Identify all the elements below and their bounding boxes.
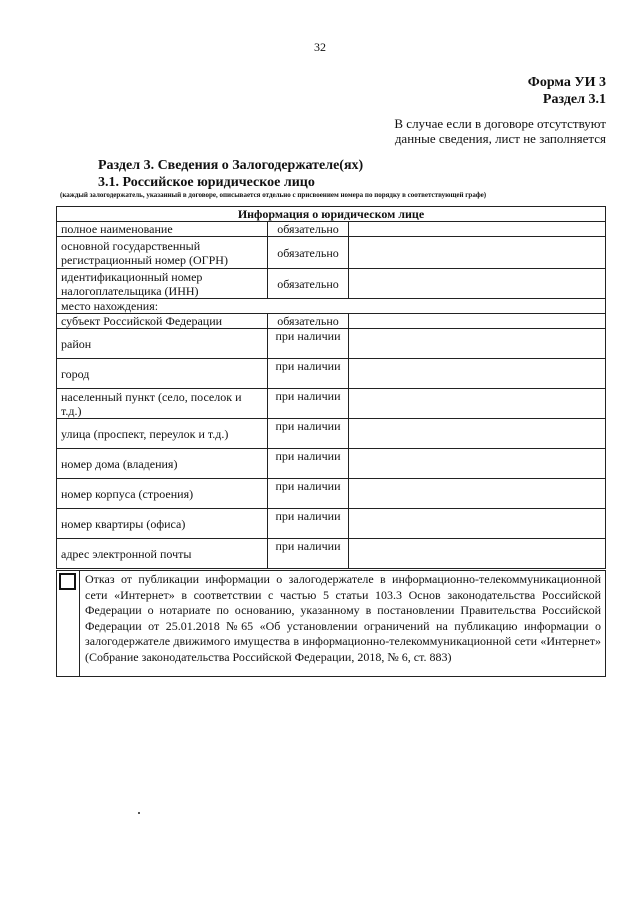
fill-note-line-2: данные сведения, лист не заполняется [394,131,606,146]
row-value-cell[interactable] [349,314,606,329]
table-row [57,509,606,539]
row-value-cell[interactable] [349,237,606,269]
row-requirement: обязательно [268,222,349,237]
checkbox-cell [57,571,80,676]
fill-note-line-1: В случае если в договоре отсутствуют [394,116,606,131]
row-value-cell[interactable] [349,359,606,389]
row-requirement: при наличии [268,479,349,509]
row-value-cell[interactable] [349,539,606,569]
subsection-title: 3.1. Российское юридическое лицо [98,175,315,190]
table-header: Информация о юридическом лице [57,207,606,222]
row-label: номер квартиры (офиса) [57,509,268,539]
table-row [57,419,606,449]
publication-refusal [56,570,606,677]
form-section: Раздел 3.1 [542,92,606,107]
row-label: субъект Российской Федерации [57,314,268,329]
refusal-text: Отказ от публикации информации о залогодержателе в информационно-телекоммуникационной сети «Интернет» в соответствии с частью 5 статьи 103.3 Основ законодательства Российской Федерации о нотариате по основанию, указанному в постановлении Правительства Российской Федерации от 25.01.2018 №65 «Об установлении ограничений на публикацию информации о залогодержателе движимого имущества в информационно-телекоммуникационной сети «Интернет» (Собрание законодательства Российской Федерации, 2018, № 6, ст. 883) [85,572,601,664]
row-requirement: обязательно [268,237,349,269]
row-label: адрес электронной почты [57,539,268,569]
row-requirement: при наличии [268,329,349,359]
scan-speck [138,812,140,814]
row-value-cell[interactable] [349,269,606,299]
row-requirement: при наличии [268,359,349,389]
numbering-note: (каждый залогодержатель, указанный в договоре, описывается отдельно с присвоением номера по порядку в соответствующей графе) [60,191,487,199]
row-label: район [57,329,268,359]
row-label: улица (проспект, переулок и т.д.) [57,419,268,449]
row-requirement: при наличии [268,509,349,539]
row-value-cell[interactable] [349,222,606,237]
table-row [57,269,606,299]
row-label: город [57,359,268,389]
row-value-cell[interactable] [349,329,606,359]
table-row [57,299,606,314]
location-label: место нахождения: [57,299,606,314]
row-requirement: обязательно [268,314,349,329]
row-value-cell[interactable] [349,509,606,539]
row-label: номер дома (владения) [57,449,268,479]
table-row [57,539,606,569]
row-label: идентификационный номер налогоплательщика (ИНН) [57,269,268,299]
section-title: Раздел 3. Сведения о Залогодержателе(ях) [98,158,364,173]
row-requirement: при наличии [268,419,349,449]
form-name: Форма УИ 3 [527,75,606,90]
table-row [57,314,606,329]
row-value-cell[interactable] [349,449,606,479]
table-row [57,237,606,269]
table-row [57,479,606,509]
row-label: населенный пункт (село, поселок и т.д.) [57,389,268,419]
row-label: полное наименование [57,222,268,237]
fill-note [394,116,606,146]
table-row [57,222,606,237]
table-row [57,359,606,389]
row-requirement: при наличии [268,539,349,569]
row-requirement: обязательно [268,269,349,299]
table-row [57,389,606,419]
row-value-cell[interactable] [349,419,606,449]
refusal-checkbox[interactable] [59,573,76,590]
legal-entity-table [56,206,606,569]
page-number: 32 [314,40,326,54]
row-label: номер корпуса (строения) [57,479,268,509]
row-value-cell[interactable] [349,479,606,509]
row-requirement: при наличии [268,449,349,479]
form-label [528,74,606,108]
row-value-cell[interactable] [349,389,606,419]
row-requirement: при наличии [268,389,349,419]
table-row [57,329,606,359]
row-label: основной государственный регистрационный номер (ОГРН) [57,237,268,269]
table-row [57,449,606,479]
